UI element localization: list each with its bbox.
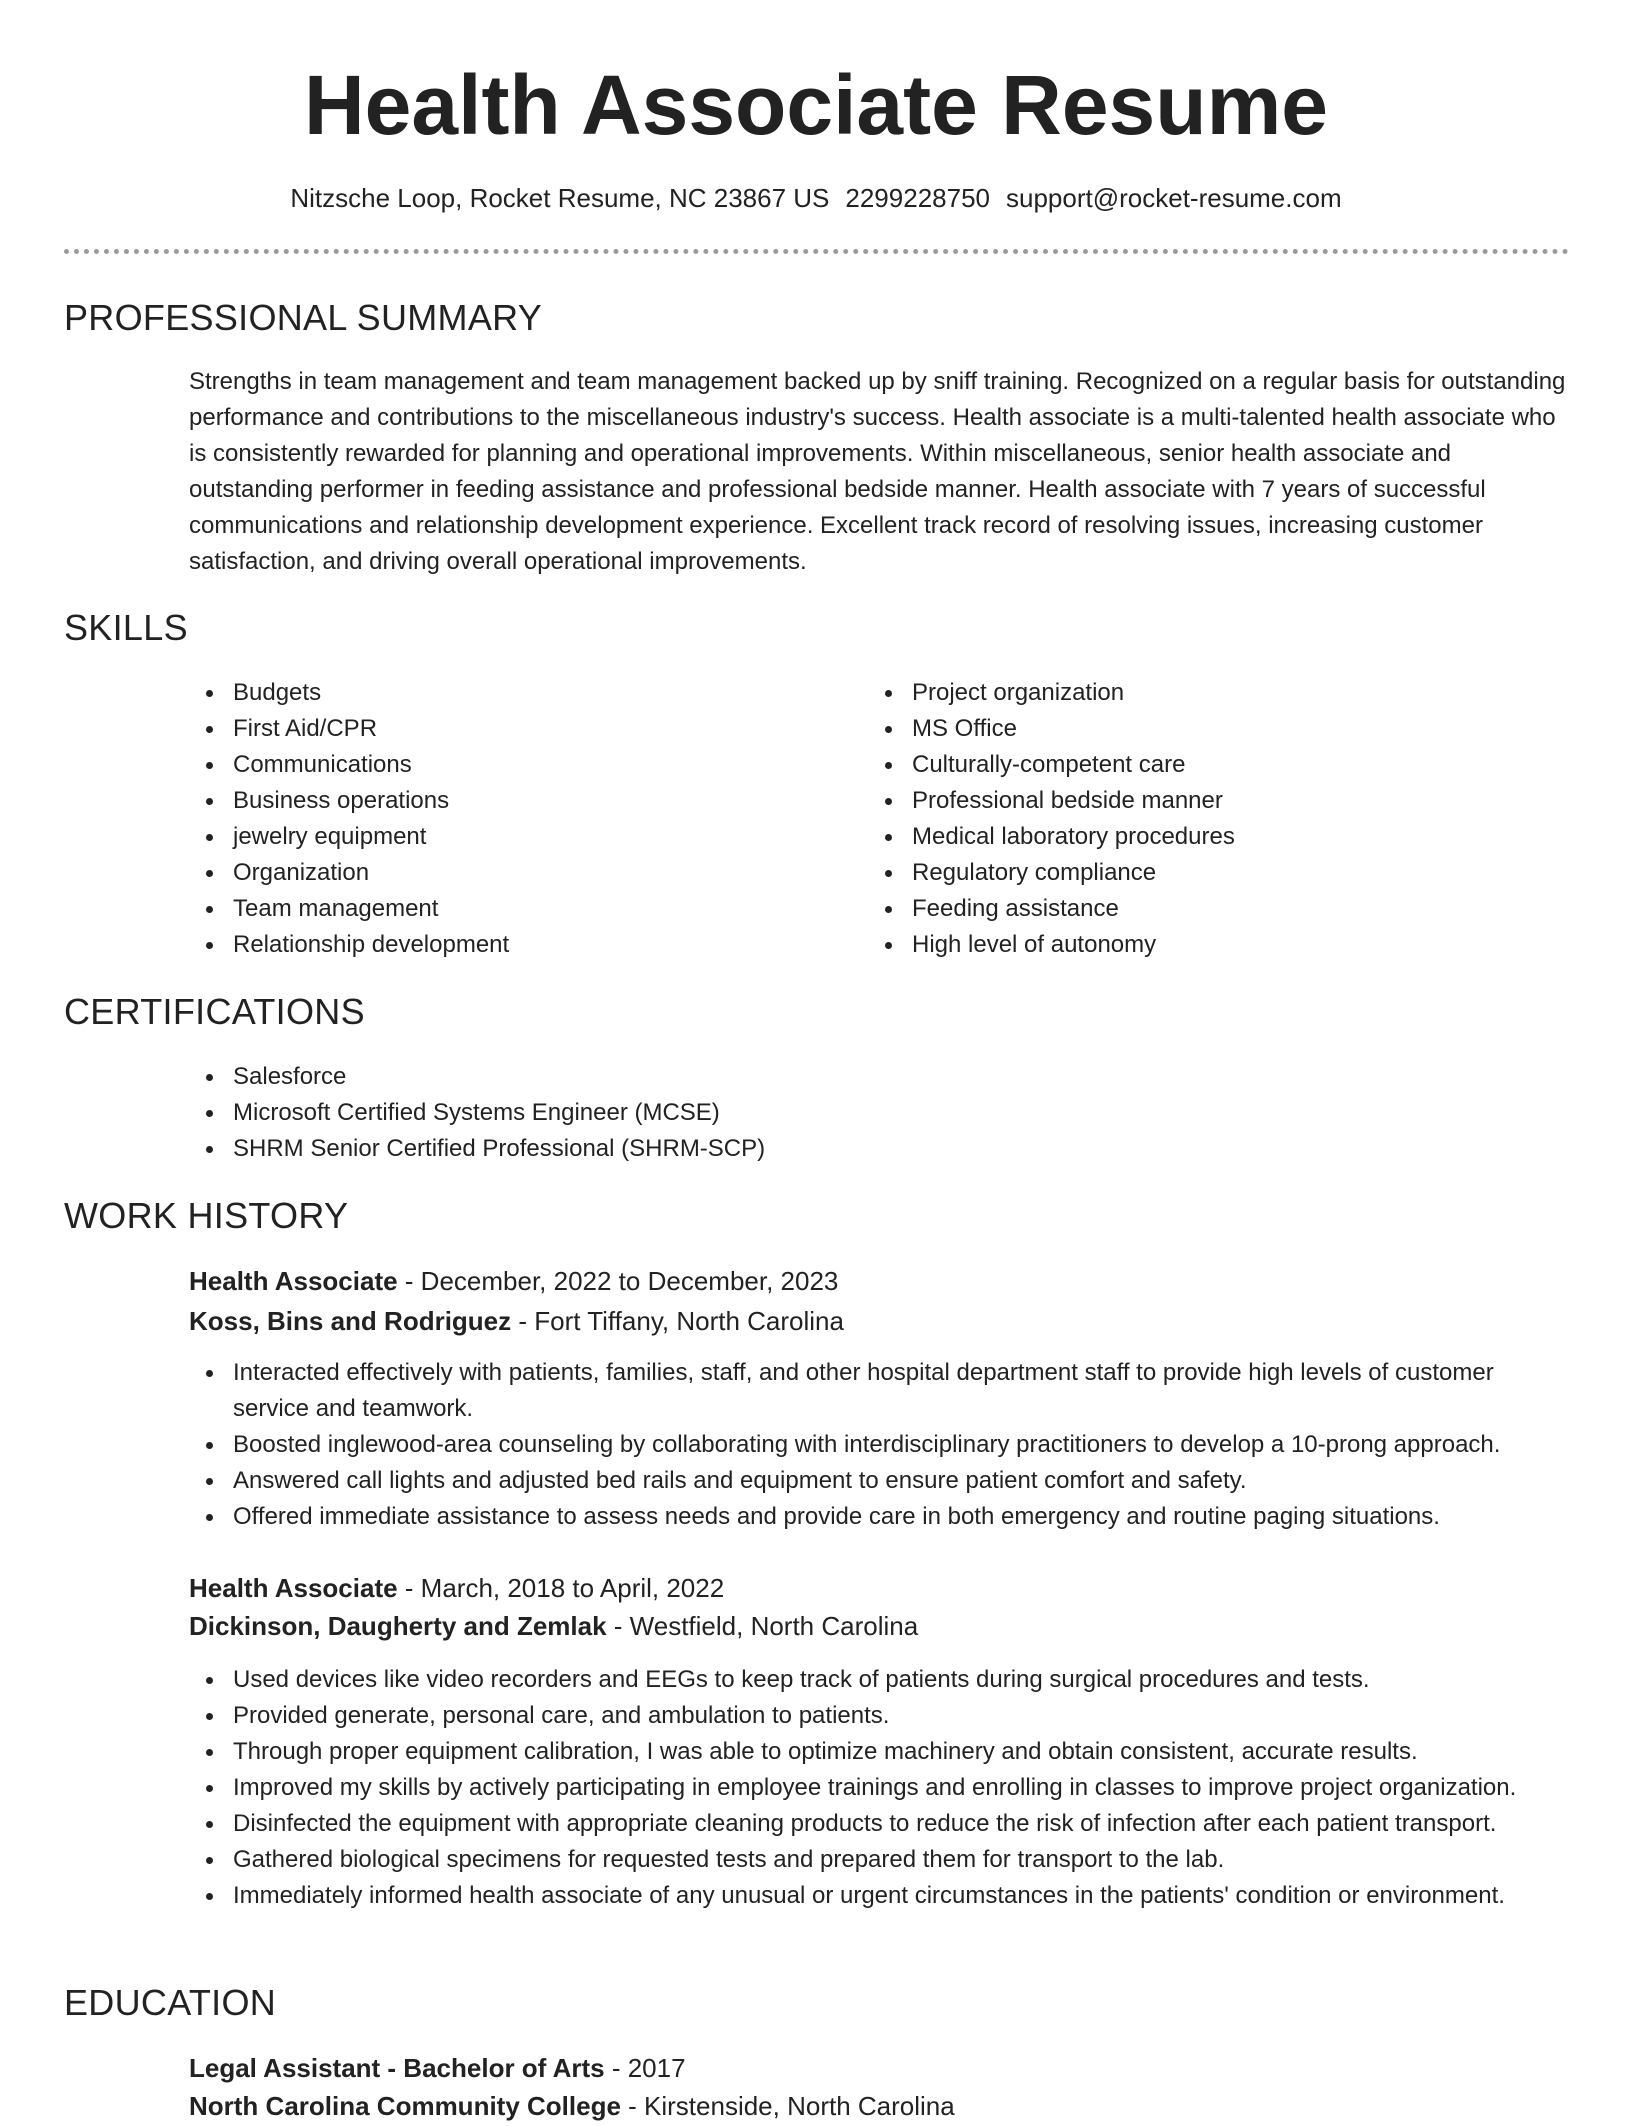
- job-company-line: [189, 1301, 1569, 1341]
- education-year: - 2017: [604, 2053, 686, 2083]
- job-dates: - December, 2022 to December, 2023: [397, 1266, 839, 1296]
- job-company-line: [189, 1606, 1569, 1646]
- education-degree: Legal Assistant - Bachelor of Arts: [189, 2053, 605, 2083]
- skill-item: First Aid/CPR: [189, 711, 809, 747]
- skill-item: Team management: [189, 891, 809, 927]
- job-location: - Westfield, North Carolina: [606, 1611, 919, 1641]
- job-duty-item: Improved my skills by actively participating in employee trainings and enrolling in classes to improve project organization.: [189, 1770, 1569, 1806]
- job-duty-item: Through proper equipment calibration, I was able to optimize machinery and obtain consistent, accurate results.: [189, 1734, 1569, 1770]
- skills-heading: SKILLS: [64, 607, 188, 648]
- job-company: Dickinson, Daugherty and Zemlak: [189, 1611, 607, 1641]
- skill-item: Business operations: [189, 783, 809, 819]
- work-history-heading: WORK HISTORY: [64, 1195, 349, 1236]
- job-duty-item: Immediately informed health associate of any unusual or urgent circumstances in the patients' condition or environment.: [189, 1878, 1569, 1914]
- education-location: - Kirstenside, North Carolina: [620, 2091, 955, 2121]
- education-degree-line: [189, 2048, 1569, 2088]
- certifications-heading: CERTIFICATIONS: [64, 991, 365, 1032]
- contact-email: support@rocket-resume.com: [1006, 183, 1342, 213]
- skill-item: jewelry equipment: [189, 819, 809, 855]
- education-school: North Carolina Community College: [189, 2091, 621, 2121]
- skill-item: Communications: [189, 747, 809, 783]
- job-company: Koss, Bins and Rodriguez: [189, 1306, 512, 1336]
- job-duty-item: Answered call lights and adjusted bed rails and equipment to ensure patient comfort and safety.: [189, 1463, 1569, 1499]
- job-duty-item: Boosted inglewood-area counseling by collaborating with interdisciplinary practitioners to develop a 10-prong approach.: [189, 1427, 1569, 1463]
- skill-item: Medical laboratory procedures: [868, 819, 1568, 855]
- job-duty-item: Used devices like video recorders and EEGs to keep track of patients during surgical procedures and tests.: [189, 1662, 1569, 1698]
- job-title-line: [189, 1261, 1569, 1301]
- job-duties-list: [189, 1355, 1569, 1535]
- job-location: - Fort Tiffany, North Carolina: [511, 1306, 844, 1336]
- skill-item: Regulatory compliance: [868, 855, 1568, 891]
- skill-item: Organization: [189, 855, 809, 891]
- resume-title: Health Associate Resume: [304, 58, 1328, 152]
- certification-item: SHRM Senior Certified Professional (SHRM-SCP): [189, 1131, 1569, 1167]
- skill-item: Professional bedside manner: [868, 783, 1568, 819]
- job-duties-list: [189, 1662, 1569, 1914]
- certification-item: Microsoft Certified Systems Engineer (MCSE): [189, 1095, 1569, 1131]
- skills-list-right: [868, 675, 1568, 963]
- certifications-list: [189, 1059, 1569, 1167]
- job-title: Health Associate: [189, 1266, 398, 1296]
- education-heading: EDUCATION: [64, 1982, 277, 2023]
- skill-item: Culturally-competent care: [868, 747, 1568, 783]
- job-duty-item: Interacted effectively with patients, families, staff, and other hospital department staff to provide high levels of customer service and teamwork.: [189, 1355, 1569, 1427]
- job-duty-item: Provided generate, personal care, and ambulation to patients.: [189, 1698, 1569, 1734]
- job-dates: - March, 2018 to April, 2022: [397, 1573, 725, 1603]
- skill-item: Relationship development: [189, 927, 809, 963]
- job-duty-item: Disinfected the equipment with appropriate cleaning products to reduce the risk of infection after each patient transport.: [189, 1806, 1569, 1842]
- contact-info: [0, 178, 1632, 218]
- skill-item: MS Office: [868, 711, 1568, 747]
- summary-heading: PROFESSIONAL SUMMARY: [64, 297, 543, 338]
- job-title-line: [189, 1568, 1569, 1608]
- skill-item: Project organization: [868, 675, 1568, 711]
- job-title: Health Associate: [189, 1573, 398, 1603]
- job-duty-item: Offered immediate assistance to assess needs and provide care in both emergency and routine paging situations.: [189, 1499, 1569, 1535]
- header-divider: [64, 249, 1569, 254]
- summary-text: Strengths in team management and team management backed up by sniff training. Recognized on a regular basis for outstanding performance and contributions to the miscellaneous industry's success. Health associate is a multi-talented health associate who is consistently rewarded for planning and operational improvements. Within miscellaneous, senior health associate and outstanding performer in feeding assistance and professional bedside manner. Health associate with 7 years of successful communications and relationship development experience. Excellent track record of resolving issues, increasing customer satisfaction, and driving overall operational improvements.: [189, 368, 1566, 575]
- skill-item: Feeding assistance: [868, 891, 1568, 927]
- skill-item: High level of autonomy: [868, 927, 1568, 963]
- job-duty-item: Gathered biological specimens for requested tests and prepared them for transport to the lab.: [189, 1842, 1569, 1878]
- skills-list-left: [189, 675, 809, 963]
- education-school-line: [189, 2086, 1569, 2126]
- skill-item: Budgets: [189, 675, 809, 711]
- contact-address: Nitzsche Loop, Rocket Resume, NC 23867 US: [290, 183, 830, 213]
- contact-phone: 2299228750: [845, 183, 990, 213]
- certification-item: Salesforce: [189, 1059, 1569, 1095]
